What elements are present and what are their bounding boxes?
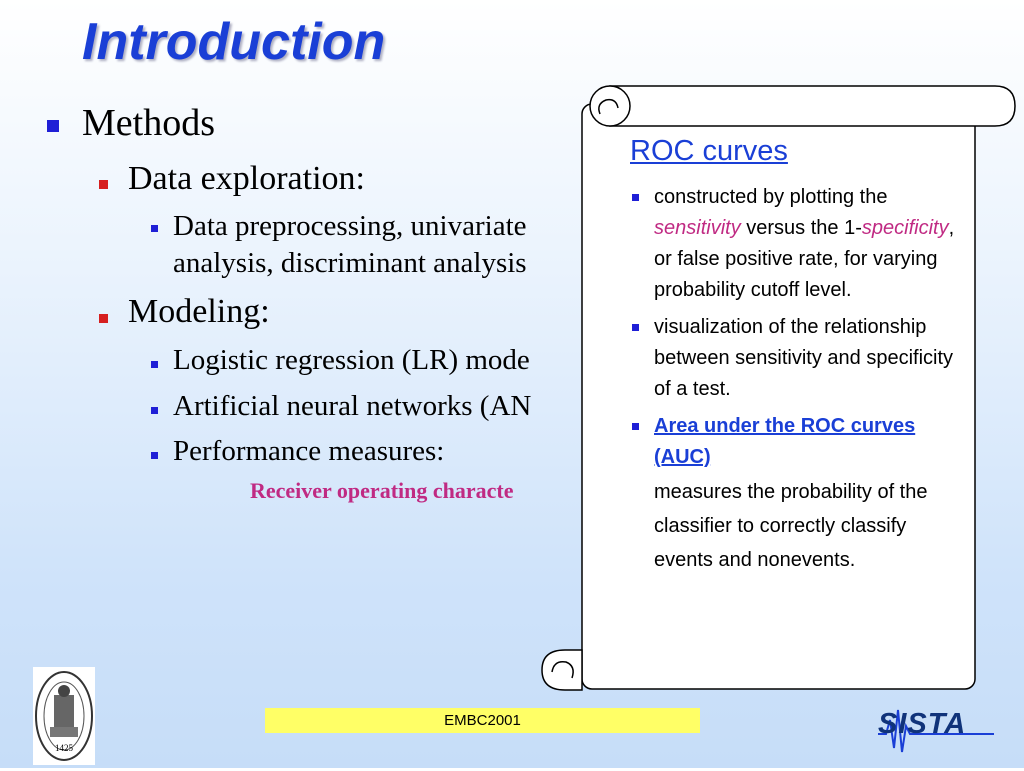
slide-title: Introduction <box>82 13 386 71</box>
sensitivity-term: sensitivity <box>654 217 741 239</box>
scroll-bullet-visualization <box>630 312 965 405</box>
bullet-square-icon <box>151 361 158 368</box>
roc-scroll-content <box>630 135 965 577</box>
roc-curves-title[interactable]: ROC curves <box>630 135 788 167</box>
visualization-text: visualization of the relationship between sensitivity and specificity of a test. <box>654 316 954 400</box>
auc-link[interactable]: Area under the ROC curves (AUC) <box>654 415 916 468</box>
bullet-square-icon <box>47 120 59 132</box>
logistic-regression-item: Logistic regression (LR) mode <box>173 344 530 376</box>
bullet-square-icon <box>151 225 158 232</box>
bullet-square-icon <box>99 180 108 189</box>
bullet-square-icon <box>632 324 639 331</box>
bullet-square-icon <box>151 407 158 414</box>
bullet-square-icon <box>99 314 108 323</box>
constructed-text-c: , or false positive rate, for varying probability cutoff level. <box>654 217 955 301</box>
auc-description: measures the probability of the classifier to correctly classify events and nonevents. <box>654 481 928 571</box>
preprocessing-text-line1: Data preprocessing, univariate <box>173 210 527 242</box>
performance-measures-item: Performance measures: <box>173 435 445 467</box>
bullet-square-icon <box>632 423 639 430</box>
modeling-item: Modeling: <box>128 293 270 330</box>
bullet-square-icon <box>151 452 158 459</box>
constructed-text-b: versus the 1- <box>740 217 862 239</box>
roc-link-text[interactable]: Receiver operating characte <box>250 478 514 503</box>
scroll-bullet-constructed <box>630 182 965 306</box>
specificity-term: specificity <box>861 217 949 239</box>
seal-year: 1425 <box>55 743 73 753</box>
footer-label: EMBC2001 <box>265 708 700 733</box>
scroll-bullet-auc <box>630 411 965 473</box>
methods-heading: Methods <box>82 102 215 144</box>
data-exploration-item: Data exploration: <box>128 160 365 197</box>
university-seal-icon <box>33 667 95 765</box>
neural-networks-item: Artificial neural networks (AN <box>173 390 532 422</box>
bullet-square-icon <box>632 194 639 201</box>
preprocessing-text-line2: analysis, discriminant analysis <box>173 247 527 279</box>
sista-logo-text: SISTA <box>878 708 967 740</box>
constructed-text-a: constructed by plotting the <box>654 186 888 208</box>
